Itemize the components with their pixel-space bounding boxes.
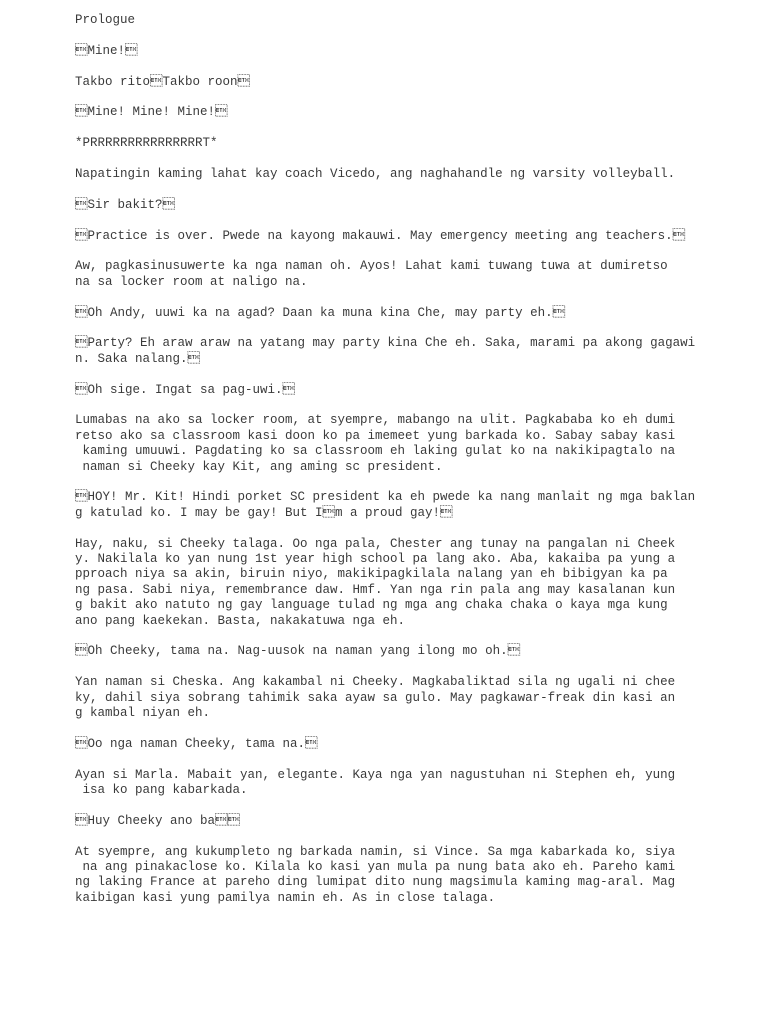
text-line: kaming umuuwi. Pagdating ko sa classroom eh laking gulat ko na nakikipagtalo na [75, 444, 676, 459]
document-title: Prologue [75, 13, 136, 27]
text-line: Mine! Mine! Mine! [75, 105, 228, 120]
paragraph [75, 814, 695, 829]
text-line: na sa locker room at naligo na. [75, 274, 308, 289]
paragraph [75, 167, 695, 182]
paragraph [75, 44, 695, 59]
text-line: At syempre, ang kukumpleto ng barkada namin, si Vince. Sa mga kabarkada ko, siya [75, 844, 676, 859]
text-line: Huy Cheeky ano ba [75, 813, 241, 828]
paragraph [75, 737, 695, 752]
text-line: isa ko pang kabarkada. [75, 783, 248, 798]
paragraph [75, 383, 695, 398]
paragraph [75, 413, 695, 475]
paragraph [75, 229, 695, 244]
text-line: retso ako sa classroom kasi doon ko pa imemeet yung barkada ko. Sabay sabay kasi [75, 428, 676, 443]
paragraph [75, 537, 695, 629]
paragraph [75, 675, 695, 721]
paragraph [75, 75, 695, 90]
text-line: Napatingin kaming lahat kay coach Vicedo, ang naghahandle ng varsity volleyball. [75, 166, 676, 181]
text-line: Party? Eh araw araw na yatang may party kina Che eh. Saka, marami pa akong gagawi [75, 336, 696, 351]
document-body [75, 44, 695, 906]
text-line: pproach niya sa akin, biruin niyo, makikipagkilala nalang yan eh bibigyan ka pa [75, 567, 668, 582]
paragraph [75, 306, 695, 321]
text-line: Takbo ritoTakbo roon [75, 74, 251, 89]
text-line: Yan naman si Cheska. Ang kakambal ni Cheeky. Magkabaliktad sila ng ugali ni chee [75, 675, 676, 690]
text-line: Hay, naku, si Cheeky talaga. Oo nga pala, Chester ang tunay na pangalan ni Cheek [75, 536, 676, 551]
text-line: Practice is over. Pwede na kayong makauwi. May emergency meeting ang teachers. [75, 228, 686, 243]
text-line: Aw, pagkasinusuwerte ka nga naman oh. Ayos! Lahat kami tuwang tuwa at dumiretso [75, 259, 668, 274]
text-line: Ayan si Marla. Mabait yan, elegante. Kaya nga yan nagustuhan ni Stephen eh, yung [75, 767, 676, 782]
text-line: kaibigan kasi yung pamilya namin eh. As in close talaga. [75, 890, 496, 905]
paragraph [75, 644, 695, 659]
text-line: ky, dahil siya sobrang tahimik saka ayaw sa gulo. May pagkawar-freak din kasi an [75, 690, 676, 705]
paragraph [75, 259, 695, 290]
text-line: y. Nakilala ko yan nung 1st year high school pa lang ako. Aba, kakaiba pa yung a [75, 552, 676, 566]
paragraph [75, 105, 695, 120]
text-line: n. Saka nalang. [75, 351, 201, 366]
text-line: ano pang kaekekan. Basta, nakakatuwa nga eh. [75, 613, 406, 628]
paragraph [75, 136, 695, 151]
text-line: Lumabas na ako sa locker room, at syempre, mabango na ulit. Pagkababa ko eh dumi [75, 413, 676, 428]
text-line: *PRRRRRRRRRRRRRRRT* [75, 136, 218, 151]
text-line: Oo nga naman Cheeky, tama na. [75, 736, 318, 751]
text-line: g bakit ako natuto ng gay language tulad ng mga ang chaka chaka o kaya mga kung [75, 598, 668, 613]
paragraph [75, 768, 695, 799]
paragraph [75, 198, 695, 213]
text-line: Mine! [75, 43, 138, 58]
text-line: ng laking France at pareho ding lumipat dito nung magsimula kaming mag-aral. Mag [75, 875, 676, 890]
text-line: Oh Cheeky, tama na. Nag-uusok na naman yang ilong mo oh. [75, 644, 521, 659]
text-line: g katulad ko. I may be gay! But Im a proud gay! [75, 505, 453, 520]
text-line: g kambal niyan eh. [75, 706, 211, 721]
text-line: HOY! Mr. Kit! Hindi porket SC president ka eh pwede ka nang manlait ng mga baklan [75, 490, 696, 505]
paragraph [75, 845, 695, 907]
text-line: ng pasa. Sabi niya, remembrance daw. Hmf. Yan nga rin pala ang may kasalanan kun [75, 582, 676, 597]
document-page [75, 13, 695, 922]
paragraph [75, 490, 695, 521]
text-line: naman si Cheeky kay Kit, ang aming sc president. [75, 459, 443, 474]
text-line: na ang pinakaclose ko. Kilala ko kasi yan mula pa nung bata ako eh. Pareho kami [75, 860, 676, 875]
text-line: Oh Andy, uuwi ka na agad? Daan ka muna kina Che, may party eh. [75, 305, 566, 320]
text-line: Oh sige. Ingat sa pag-uwi. [75, 382, 296, 397]
paragraph [75, 336, 695, 367]
text-line: Sir bakit? [75, 197, 176, 212]
